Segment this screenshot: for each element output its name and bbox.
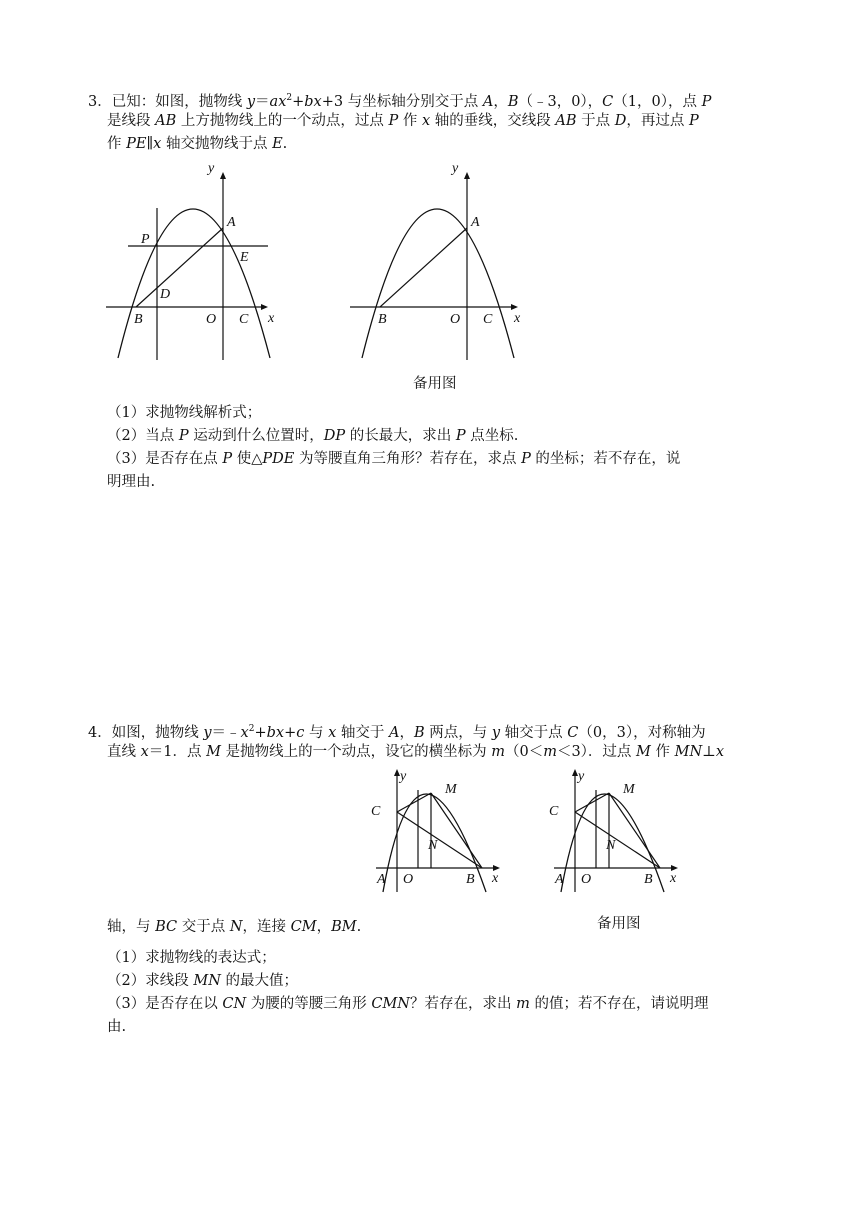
q3-text: +3 与坐标轴分别交于点 [321,93,483,110]
q4-line-3 [107,917,361,937]
label-n: N [606,838,616,853]
q4-text: ， [316,919,332,935]
label-x: x [268,311,275,326]
q4-text: M [206,744,221,760]
label-c: C [549,804,559,819]
q3-caption: 备用图 [413,376,457,392]
q4-text: 的最大值； [220,973,298,989]
label-o: O [581,872,592,887]
q3-text: PE [126,136,147,152]
q3-text: 于点 [576,113,615,129]
q4-text: （0，3），对称轴为 [578,724,706,741]
label-m: M [623,782,635,797]
q4-text: c [296,724,305,741]
q3-text: ， [493,93,508,110]
q4-text: （2）求线段 [107,973,194,989]
label-y: y [452,161,459,176]
q4-text: BM [331,919,357,935]
q4-text: BC [155,919,178,935]
q4-text: 与 [304,724,329,741]
label-y: y [208,161,215,176]
label-x: x [492,871,499,886]
label-c: C [483,312,493,327]
q3-text: 的坐标；若不存在，说 [530,451,681,467]
q4-text: 4．如图，抛物线 [88,724,204,741]
q4-sub-3 [107,994,708,1014]
label-n: N [428,838,438,853]
label-o: O [403,872,414,887]
q4-text: m [516,996,530,1012]
q3-text: x [421,113,431,129]
q4-text: MN [674,744,703,760]
label-b: B [466,872,475,887]
label-o: O [450,312,461,327]
label-b: B [378,312,387,327]
q3-text: A [482,93,494,110]
label-b: B [134,312,143,327]
q4-text: C [567,724,579,741]
q3-text: y [246,93,256,110]
q4-text: ＜3）．过点 [556,744,637,760]
q3-text: . [282,136,288,152]
q4-text: （1）求抛物线的表达式； [107,950,276,966]
q4-text: x [328,724,337,741]
q3-text: （3）是否存在点 [107,451,223,467]
q4-text: x [240,724,249,741]
q3-text: P [688,113,699,129]
q4-sub-2 [107,971,298,991]
q4-text: x [715,744,724,760]
q4-text: ＝﹣ [211,724,241,741]
q4-text: 直线 [107,744,141,760]
q3-text: E [272,136,283,152]
q4-text: m [543,744,557,760]
q4-text: CN [222,996,247,1012]
q4-text: ， [399,724,414,741]
q3-text: （1，0），点 [613,93,702,110]
q3-text: P [701,93,712,110]
label-y: y [578,769,585,784]
q3-text: AB [555,113,577,129]
q4-text: + [254,724,267,741]
label-o: O [206,312,217,327]
q4-text: . [356,919,362,935]
q4-text: CMN [371,996,410,1012]
q3-text: （1）求抛物线解析式； [107,405,262,421]
q3-text: ∥ [146,136,154,152]
segment-cb [575,812,660,868]
q4-text: 的值；若不存在，请说明理 [529,996,709,1012]
q4-text: 轴交于点 [500,724,568,741]
q3-text: P [222,451,233,467]
label-a: A [555,872,564,887]
q3-text: P [178,428,189,444]
q3-text: P [521,451,531,467]
q3-text: 3．已知：如图，抛物线 [88,93,247,110]
q4-text: 由. [107,1019,127,1035]
q3-text: PDE [262,451,295,467]
q4-text: 轴交于 [336,724,389,741]
q3-text: 运动到什么位置时， [188,428,324,444]
q4-text: 作 [650,744,675,760]
q4-text: + [284,724,297,741]
q3-text: P [455,428,466,444]
q4-text: N [229,919,243,935]
q4-text: ＝1．点 [148,744,207,760]
q3-text: 作 [107,136,127,152]
q3-text: 上方抛物线上的一个动点，过点 [176,113,389,129]
q4-text: 交于点 [177,919,230,935]
label-a: A [471,215,480,230]
label-b: B [644,872,653,887]
label-a: A [377,872,386,887]
label-c: C [239,312,249,327]
q3-text: C [602,93,614,110]
q4-text: y [203,724,212,741]
q4-text: 为腰的等腰三角形 [246,996,372,1012]
q3-text: 点坐标. [465,428,519,444]
label-d: D [160,287,171,302]
q4-text: CM [290,919,317,935]
q3-text: ，再过点 [626,113,689,129]
q3-text: 明理由. [107,474,156,490]
q4-text: m [491,744,505,760]
q4-sub-1 [107,948,276,968]
q4-text: bx [266,724,285,741]
q4-text: 是抛物线上的一个动点，设它的横坐标为 [221,744,492,760]
label-e: E [240,250,249,265]
q3-text: P [388,113,399,129]
q4-text: y [491,724,501,741]
q3-text: 为等腰直角三角形？若存在，求点 [294,451,522,467]
q3-text: ＝ [255,93,270,110]
q4-text: ⊥ [702,744,716,760]
q4-text: （3）是否存在以 [107,996,223,1012]
segment-cm [575,793,609,812]
q4-caption: 备用图 [597,916,641,932]
q4-sub-3-cont [107,1017,126,1037]
q3-text: 轴交抛物线于点 [161,136,273,152]
q3-text: 轴的垂线，交线段 [430,113,556,129]
q4-text: B [413,724,425,741]
q3-text: （﹣3，0）， [518,93,603,110]
q3-superscript: 2 [286,93,293,103]
q4-text: 轴，与 [107,919,156,935]
q3-text: （2）当点 [107,428,179,444]
q3-text: AB [155,113,177,129]
label-x: x [514,311,521,326]
q3-text: 使△ [232,451,263,467]
q3-text: 的长最大，求出 [345,428,456,444]
q4-text: MN [193,973,221,989]
q4-text: x [140,744,149,760]
q4-text: ？若存在，求出 [410,996,517,1012]
q3-text: 是线段 [107,113,156,129]
label-c: C [371,804,381,819]
segment-mb [609,793,660,868]
q4-text: A [389,724,400,741]
q4-text: ，连接 [242,919,291,935]
label-p: P [141,232,150,247]
q4-text: 两点，与 [424,724,492,741]
q3-text: DP [323,428,346,444]
q3-text: B [507,93,519,110]
q4-superscript: 2 [248,724,255,734]
q3-text: x [153,136,162,152]
q3-text: D [614,113,627,129]
label-y: y [400,769,407,784]
q3-text: ax [269,93,287,110]
label-a: A [227,215,236,230]
q4-text: （0＜ [504,744,544,760]
q3-text: + [292,93,305,110]
label-m: M [445,782,457,797]
label-x: x [670,871,677,886]
q3-text: 作 [398,113,422,129]
q3-text: bx [304,93,322,110]
q4-text: M [636,744,651,760]
